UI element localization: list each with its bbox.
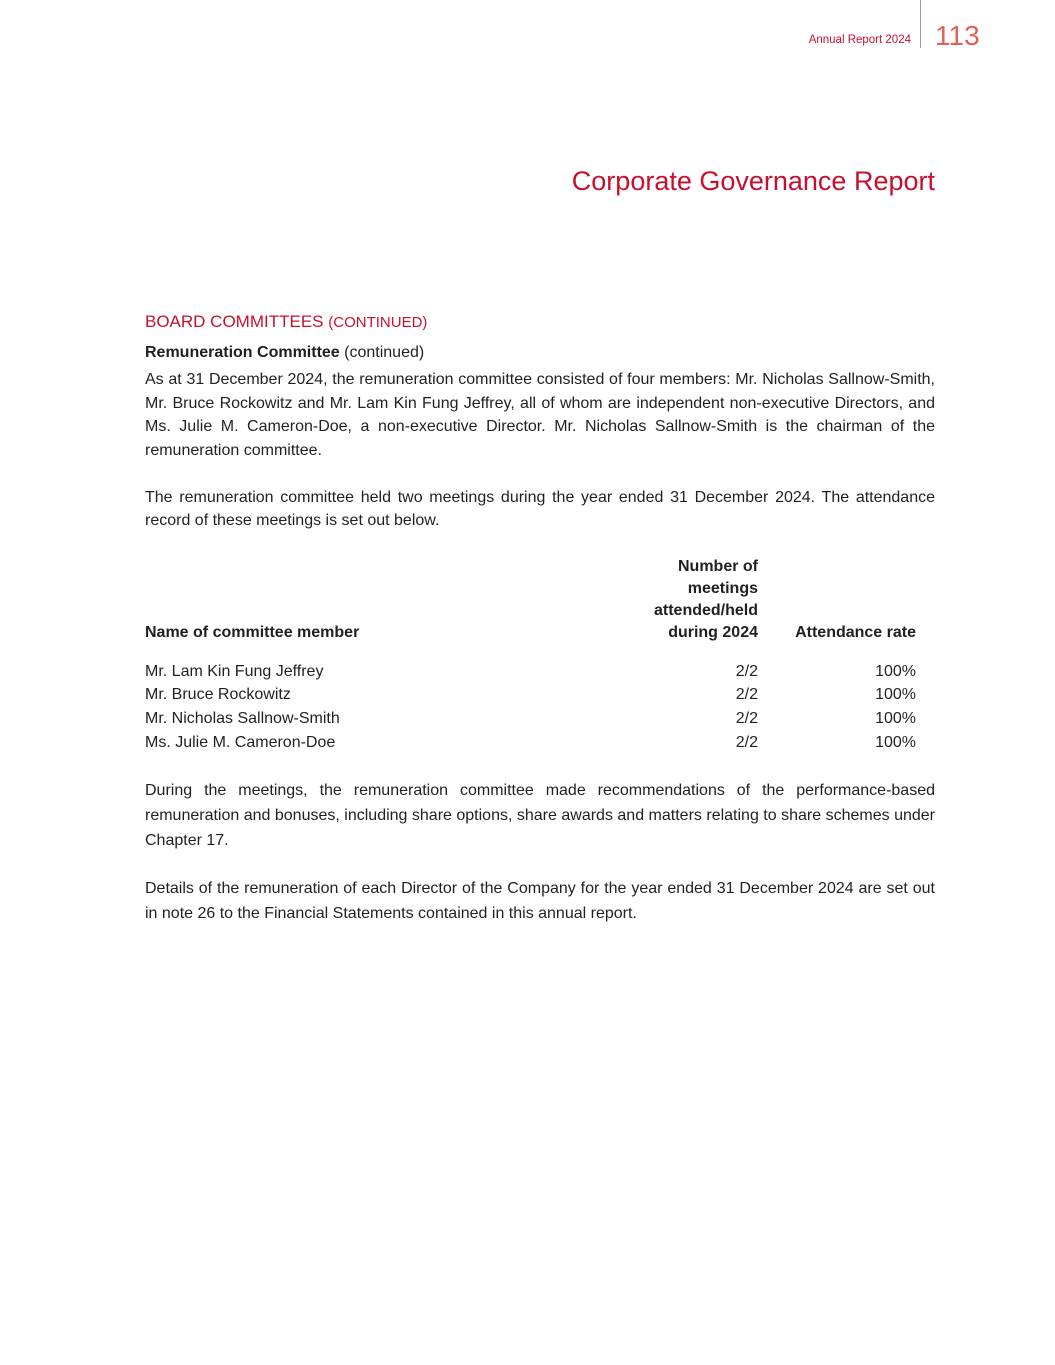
page-number: 113 — [935, 20, 980, 51]
attendance-rate: 100% — [875, 709, 916, 727]
meetings-attended: 2/2 — [735, 709, 758, 727]
header-divider — [920, 0, 921, 48]
column-header-name: Name of committee member — [145, 623, 360, 641]
table-row — [145, 731, 926, 755]
table-header-row — [145, 556, 926, 660]
attendance-rate: 100% — [875, 733, 916, 751]
report-body — [145, 310, 935, 949]
section-heading — [145, 310, 935, 335]
column-header-meetings-text: Number of meetings attended/held during 2024 — [653, 557, 758, 641]
section-heading-suffix: (CONTINUED) — [328, 314, 428, 331]
attendance-rate: 100% — [875, 662, 916, 680]
subheading — [145, 341, 935, 365]
meetings-attended: 2/2 — [735, 662, 758, 680]
subheading-text: Remuneration Committee — [145, 343, 340, 361]
paragraph: During the meetings, the remuneration committee made recommendations of the performance-based remuneration and bonuses, including share options, share awards and matters relating to share schemes under Chapter 17. — [145, 782, 935, 850]
member-name: Mr. Bruce Rockowitz — [145, 686, 291, 704]
member-name: Ms. Julie M. Cameron-Doe — [145, 733, 336, 751]
table-row — [145, 683, 926, 707]
paragraph: Details of the remuneration of each Director of the Company for the year ended 31 December 2024 are set out in note 26 to the Financial Statements contained in this annual report. — [145, 880, 935, 923]
section-heading-text: BOARD COMMITTEES — [145, 312, 324, 331]
member-name: Mr. Lam Kin Fung Jeffrey — [145, 662, 324, 680]
meetings-attended: 2/2 — [735, 686, 758, 704]
member-name: Mr. Nicholas Sallnow-Smith — [145, 709, 340, 727]
column-header-meetings — [558, 556, 758, 660]
page-title: Corporate Governance Report — [571, 166, 935, 196]
header-label: Annual Report 2024 — [808, 34, 911, 46]
table-row — [145, 707, 926, 731]
table-row — [145, 660, 926, 684]
subheading-suffix: (continued) — [344, 343, 425, 361]
attendance-table — [145, 556, 926, 754]
meetings-attended: 2/2 — [735, 733, 758, 751]
paragraph: As at 31 December 2024, the remuneration committee consisted of four members: Mr. Nicholas Sallnow-Smith, Mr. Bruce Rockowitz and Mr. Lam Kin Fung Jeffrey, all of whom are independent non-executive Directors, and Ms. Julie M. Cameron-Doe, a non-executive Director. Mr. Nicholas Sallnow-Smith is the chairman of the remuneration committee. — [145, 371, 935, 459]
column-header-rate: Attendance rate — [795, 623, 916, 641]
attendance-rate: 100% — [875, 686, 916, 704]
paragraph: The remuneration committee held two meetings during the year ended 31 December 2024. The attendance record of these meetings is set out below. — [145, 488, 935, 530]
